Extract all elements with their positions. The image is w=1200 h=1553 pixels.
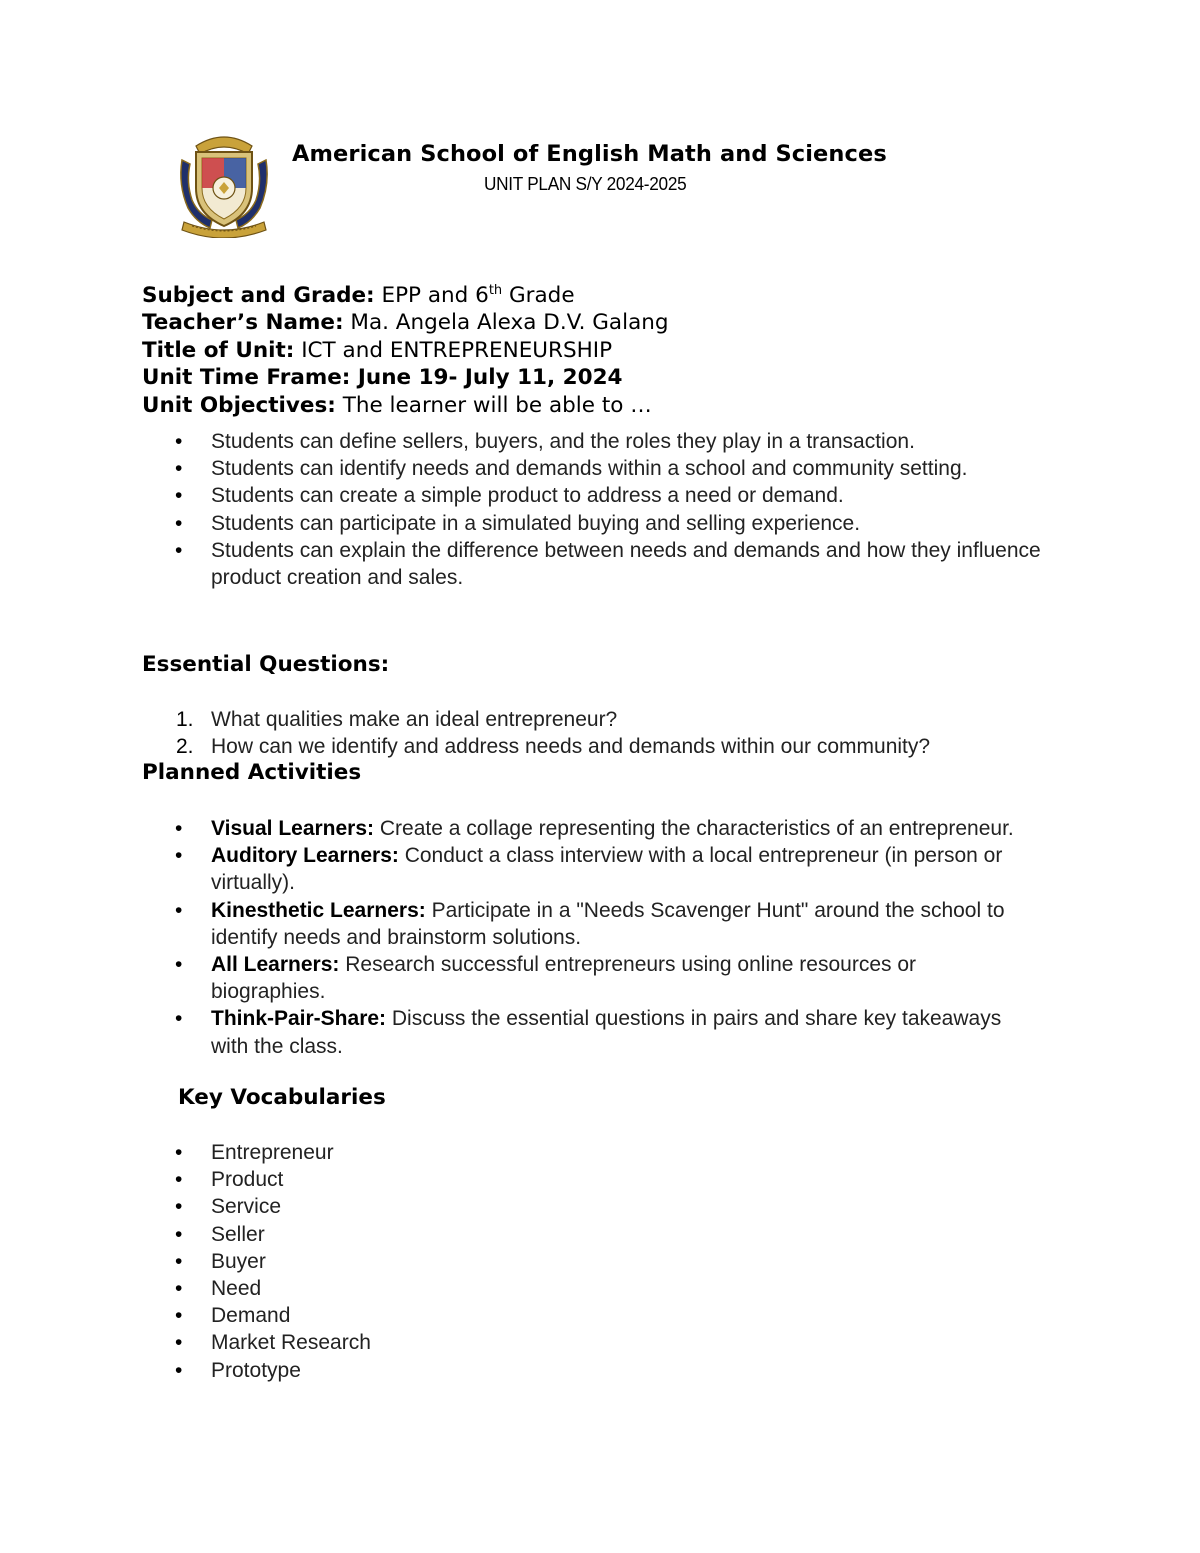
bullet-icon: • [175,898,183,922]
list-item [142,1248,742,1275]
timeframe-row [142,364,669,391]
list-item [142,428,1062,455]
planned-activities-heading: Planned Activities [142,760,362,785]
activity-label: Kinesthetic Learners: [211,898,426,922]
teacher-row [142,309,669,336]
school-name: American School of English Math and Sciences [292,141,887,167]
objective-text: Students can create a simple product to address a need or demand. [211,484,844,508]
list-item [142,510,1062,537]
subject-value: EPP and 6 [374,283,489,308]
timeframe-label: Unit Time Frame: [142,365,351,391]
subject-value-grade: Grade [502,283,575,308]
list-item [142,1329,742,1356]
list-item [142,1005,1022,1059]
bullet-icon: • [175,1358,183,1382]
title-value: ICT and ENTREPRENEURSHIP [294,337,613,363]
activity-text: Research successful entrepreneurs using online resources or biographies. [211,953,917,1004]
bullet-icon: • [175,817,183,840]
activity-text: Participate in a "Needs Scavenger Hunt" around the school to identify needs and brainstorm solutions. [211,898,1005,949]
activity-label: All Learners: [211,953,340,977]
activity-text: Discuss the essential questions in pairs and share key takeaways with the class. [211,1007,1002,1058]
question-text: How can we identify and address needs and demands within our community? [211,735,931,759]
list-item [142,1166,742,1193]
bullet-icon: • [175,953,183,977]
objectives-label: Unit Objectives: [142,392,336,418]
vocab-term: Market Research [211,1331,371,1355]
vocab-term: Seller [211,1222,265,1246]
teacher-label: Teacher’s Name: [142,310,344,336]
activity-label: Think-Pair-Share: [211,1007,387,1031]
subject-row [142,282,669,309]
bullet-icon: • [175,1007,183,1031]
subject-value-sup: th [488,283,503,298]
list-item [142,1302,742,1329]
bullet-icon: • [175,1249,183,1273]
question-text: What qualities make an ideal entrepreneur? [211,708,618,731]
vocab-term: Prototype [211,1358,301,1382]
activity-label: Visual Learners: [211,817,375,840]
bullet-icon: • [175,457,183,481]
title-row [142,337,669,364]
vocab-term: Need [211,1277,262,1301]
bullet-icon: • [175,511,183,535]
bullet-icon: • [175,844,183,868]
list-item [142,1193,742,1220]
objective-text: Students can define sellers, buyers, and the roles they play in a transaction. [211,430,915,453]
unit-plan-title: UNIT PLAN S/Y 2024-2025 [484,173,687,194]
objectives-row [142,392,669,419]
objectives-list [142,428,1062,591]
vocab-term: Product [211,1168,284,1192]
list-item [142,842,1022,896]
vocab-term: Service [211,1195,282,1219]
vocab-term: Demand [211,1304,291,1328]
key-vocabularies-heading: Key Vocabularies [178,1085,386,1110]
bullet-icon: • [175,1304,183,1328]
essential-questions-heading: Essential Questions: [142,652,390,677]
title-label: Title of Unit: [142,337,295,363]
bullet-icon: • [175,1277,183,1301]
timeframe-value: June 19- July 11, 2024 [350,365,623,391]
teacher-value: Ma. Angela Alexa D.V. Galang [343,310,669,336]
list-item [142,455,1062,482]
activity-text: Conduct a class interview with a local entrepreneur (in person or virtually). [211,844,1003,895]
list-item [142,706,1062,733]
objective-text: Students can participate in a simulated buying and selling experience. [211,511,861,535]
objective-text: Students can identify needs and demands within a school and community setting. [211,457,968,481]
objectives-intro: The learner will be able to … [335,392,652,418]
item-number: 2. [176,735,194,759]
list-item [142,537,1062,591]
list-item [142,733,1062,760]
key-vocabularies-list [142,1139,742,1384]
list-item [142,1357,742,1384]
planned-activities-list [142,815,1022,1060]
bullet-icon: • [175,1195,183,1219]
unit-info [142,282,669,419]
list-item [142,951,1022,1005]
vocab-term: Buyer [211,1249,266,1273]
list-item [142,897,1022,951]
vocab-term: Entrepreneur [211,1141,334,1164]
list-item [142,1221,742,1248]
bullet-icon: • [175,1168,183,1192]
bullet-icon: • [175,1222,183,1246]
activity-text: Create a collage representing the characteristics of an entrepreneur. [374,817,1014,840]
list-item [142,1275,742,1302]
subject-label: Subject and Grade: [142,283,375,308]
item-number: 1. [176,708,194,731]
bullet-icon: • [175,1331,183,1355]
objective-text: Students can explain the difference between needs and demands and how they influence product creation and sales. [211,538,1041,590]
school-crest-logo [176,130,272,238]
bullet-icon: • [175,484,183,508]
list-item [142,1139,742,1166]
list-item [142,815,1022,842]
activity-label: Auditory Learners: [211,844,399,868]
bullet-icon: • [175,538,183,562]
bullet-icon: • [175,430,183,453]
bullet-icon: • [175,1141,183,1164]
essential-questions-list [142,706,1062,760]
list-item [142,482,1062,509]
